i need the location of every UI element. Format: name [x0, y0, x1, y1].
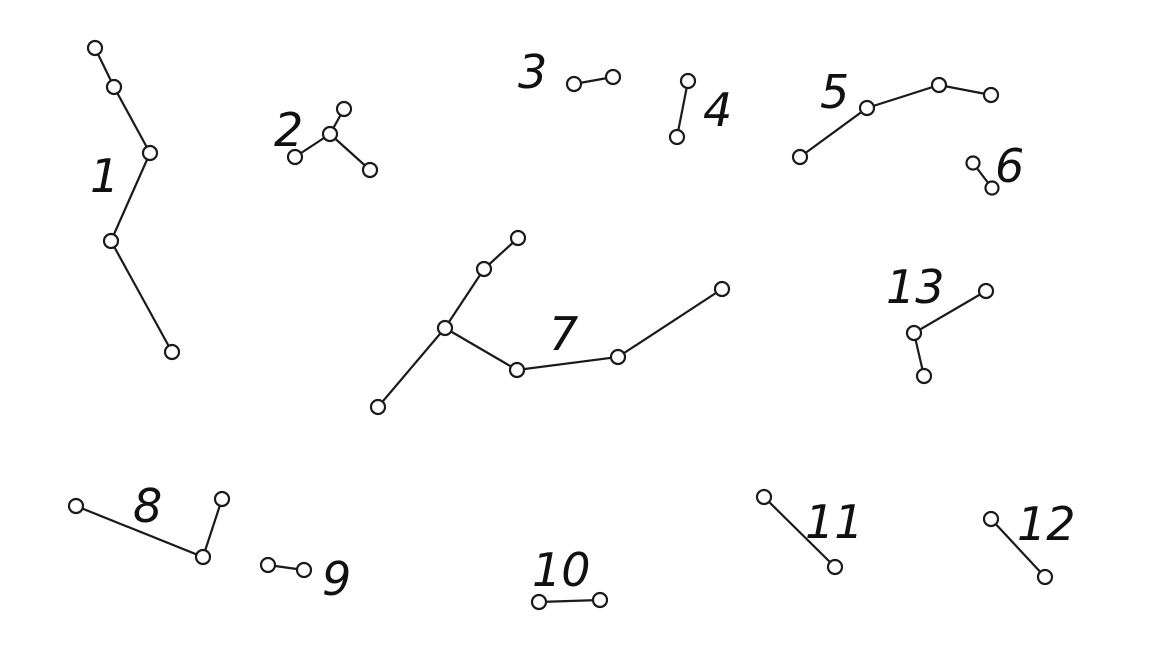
structure-8-node	[69, 499, 83, 513]
structure-2-node	[337, 102, 351, 116]
structure-3-node	[567, 77, 581, 91]
structure-12-label: 12	[1017, 497, 1076, 551]
structure-5-label: 5	[820, 65, 850, 119]
structure-1-label: 1	[90, 149, 120, 203]
structure-9-label: 9	[322, 552, 352, 606]
structure-7-chain	[445, 289, 722, 370]
structure-6-label: 6	[995, 139, 1025, 193]
structure-8	[69, 479, 229, 564]
structure-7-node	[511, 231, 525, 245]
structure-2-label: 2	[274, 103, 304, 157]
structure-11	[757, 490, 864, 574]
structure-1-node	[88, 41, 102, 55]
structure-1-node	[143, 146, 157, 160]
structure-4	[670, 74, 732, 144]
structure-7-node	[510, 363, 524, 377]
structure-1	[88, 41, 179, 359]
structure-1-node	[107, 80, 121, 94]
structure-7-node	[477, 262, 491, 276]
structure-12-node	[984, 512, 998, 526]
structure-11-node	[757, 490, 771, 504]
structure-6-node	[967, 157, 980, 170]
structure-8-node	[196, 550, 210, 564]
structure-4-label: 4	[703, 83, 733, 137]
structure-13-node	[979, 284, 993, 298]
structure-9-node	[261, 558, 275, 572]
structure-2	[274, 102, 377, 177]
structure-5-node	[932, 78, 946, 92]
structure-11-label: 11	[805, 495, 864, 549]
structure-8-label: 8	[133, 479, 163, 533]
structure-3	[518, 45, 620, 99]
structure-7-label: 7	[549, 307, 579, 361]
structure-5-node	[984, 88, 998, 102]
structure-12	[984, 497, 1076, 584]
structure-7-node	[371, 400, 385, 414]
structure-3-label: 3	[518, 45, 548, 99]
structure-2-node	[323, 127, 337, 141]
structure-7-node	[715, 282, 729, 296]
structure-10-node	[532, 595, 546, 609]
structure-10	[532, 543, 607, 609]
structure-13-node	[917, 369, 931, 383]
structure-4-edge	[677, 81, 688, 137]
structure-3-node	[606, 70, 620, 84]
structure-4-node	[681, 74, 695, 88]
structure-12-node	[1038, 570, 1052, 584]
structure-5	[793, 65, 998, 164]
structure-7	[371, 231, 729, 414]
structure-8-node	[215, 492, 229, 506]
structure-11-node	[828, 560, 842, 574]
structure-7-node	[611, 350, 625, 364]
structure-1-node	[165, 345, 179, 359]
structure-2-node	[363, 163, 377, 177]
structure-5-node	[860, 101, 874, 115]
structure-7-node	[438, 321, 452, 335]
structure-13	[886, 260, 993, 383]
structure-13-node	[907, 326, 921, 340]
structure-6	[967, 139, 1025, 195]
structure-13-label: 13	[886, 260, 945, 314]
structure-10-node	[593, 593, 607, 607]
structure-9-node	[297, 563, 311, 577]
structure-9	[261, 552, 351, 606]
structure-10-label: 10	[532, 543, 591, 597]
structure-5-node	[793, 150, 807, 164]
structure-1-node	[104, 234, 118, 248]
structure-4-node	[670, 130, 684, 144]
structure-10-edge	[539, 600, 600, 602]
